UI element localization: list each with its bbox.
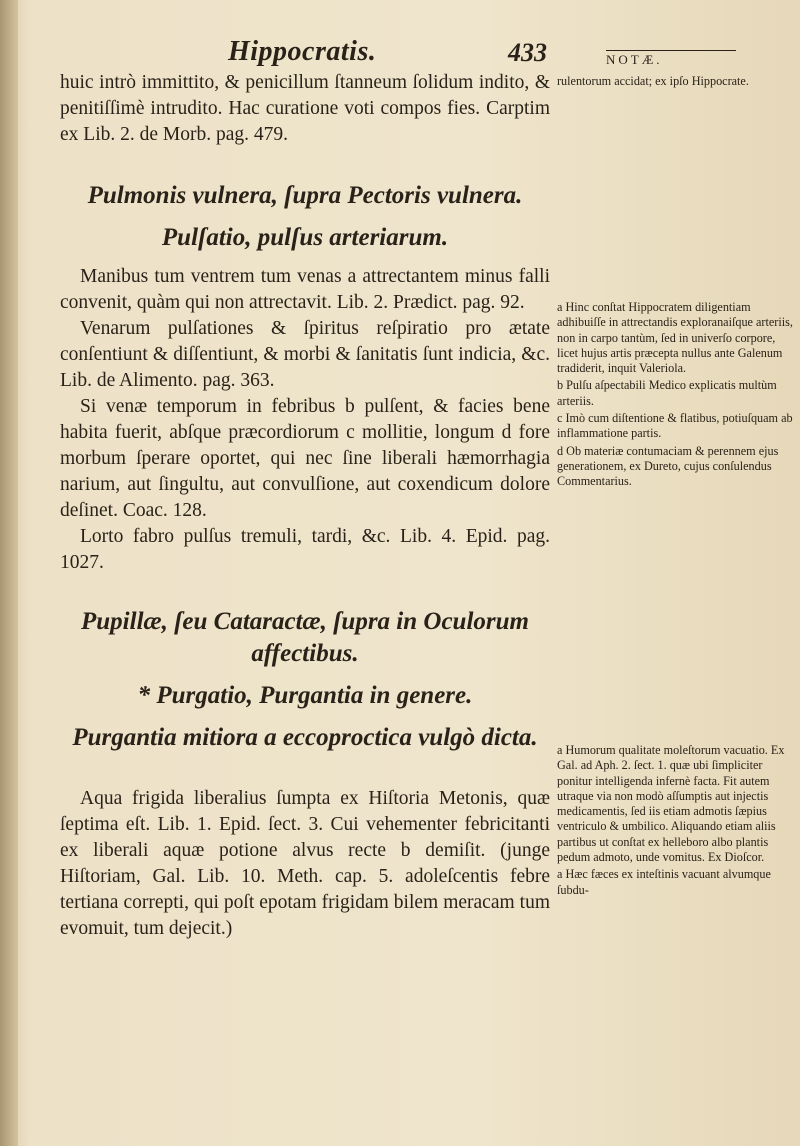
heading-purgantia-mitiora: Purgantia mitiora a eccoproctica vulgò dicta. (72, 724, 538, 751)
note-b-pulsatio: b Pulſu aſpectabili Medico explicatis multùm arteriis. (557, 378, 777, 408)
notes-block-purgatio (557, 743, 797, 900)
paragraph-opening: huic intrò immittito, & penicillum ſtanneum ſolidum indito, & penitiſſimè intrudito. Hac curatione voti compos fies. Carptim ex Lib. 2. de Morb. pag. 479. (60, 72, 550, 145)
notes-column-title: NOTÆ. (606, 50, 736, 68)
note-a-pulsatio: a Hinc conſtat Hippocratem diligentiam adhibuiſſe in attrectandis exploranaiſque arteriis, non in carpo tantùm, ſed in univerſo corpore, licet hujus artis præcepta nullus ante Galenum tradiderit, inquit Valeriola. (557, 300, 793, 376)
note-a-purgantia: a Hæc fæces ex inteſtinis vacuant alvumque ſubdu- (557, 867, 771, 897)
heading-pulmonis-vulnera: Pulmonis vulnera, ſupra Pectoris vulnera. (87, 182, 523, 209)
note-a-purgatio: a Humorum qualitate moleſtorum vacuatio. Ex Gal. ad Aph. 2. ſect. 1. quæ ubi ſimpliciter ponitur intelligenda infernè facta. Fit autem utraque via non modò aſſumptis aut injectis medicamentis, ſed iis etiam admotis ſæpius ventriculo & umbilico. Aliquando etiam aliis partibus ut conſtat ex helleboro albo plantis pedum admoto, unde vomitus. Ex Dioſcor. (557, 743, 785, 865)
heading-purgatio: * Purgatio, Purgantia in genere. (137, 682, 473, 709)
note-c-pulsatio: c Imò cum diſtentione & flatibus, potiuſquam ab inflammatione partis. (557, 411, 793, 441)
paragraph-venarum: Venarum pulſationes & ſpiritus reſpiratio pro ætate conſentiunt & diſſentiunt, & morbi & ſanitatis ſunt indicia, &c. Lib. de Alimento. pag. 363. (60, 318, 550, 391)
paragraph-aqua-frigida: Aqua frigida liberalius ſumpta ex Hiſtoria Metonis, quæ ſeptima eſt. Lib. 1. Epid. ſect. 3. Cui vehementer febricitanti ex liberali aquæ potione alvus recte b demiſit. (junge Hiſtoriam, Gal. Lib. 10. Meth. cap. 5. adoleſcentis febre tertiana correpti, qui poſt epotam frigidam bilem meracam tum evomuit, tum dejecit.) (60, 788, 550, 939)
main-text-column (60, 70, 550, 942)
paragraph-si-venae: Si venæ temporum in febribus b pulſent, & facies bene habita fuerit, abſque præcordiorum c mollitie, longum d fore morbum ſperare oportet, qui nec ſine liberali hæmorrhagia narium, aut ſingultu, aut convulſione, aut coxendicum dolore deſinet. Coac. 128. (60, 396, 550, 521)
heading-pupillae: Pupillæ, ſeu Cataractæ, ſupra in Oculorum affectibus. (81, 608, 529, 667)
page-header (0, 30, 800, 70)
heading-pulsatio: Pulſatio, pulſus arteriarum. (161, 224, 449, 251)
notes-block-pulsatio (557, 300, 797, 492)
note-d-pulsatio: d Ob materiæ contumaciam & perennem ejus generationem, ex Dureto, cujus conſulendus Commentarius. (557, 443, 779, 489)
page-number: 433 (508, 38, 547, 67)
note-continued: rulentorum accidat; ex ipſo Hippocrate. (557, 74, 749, 88)
paragraph-manibus: Manibus tum ventrem tum venas a attrectantem minus falli convenit, quàm qui non attrectavit. Lib. 2. Prædict. pag. 92. (60, 266, 550, 313)
running-title: Hippocratis. (228, 36, 377, 67)
notes-block-top (557, 74, 797, 91)
paragraph-lorto-fabro: Lorto fabro pulſus tremuli, tardi, &c. Lib. 4. Epid. pag. 1027. (60, 526, 550, 573)
